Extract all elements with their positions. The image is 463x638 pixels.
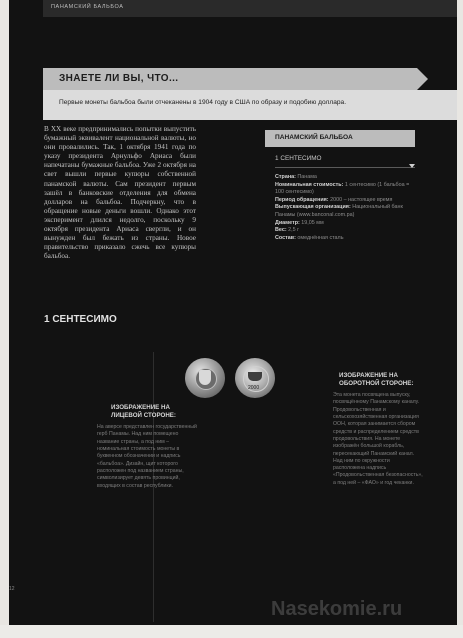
did-you-know-box — [43, 68, 457, 120]
field-value: Национальный банк Панамы (www.banconal.com.pa) — [275, 204, 403, 218]
main-article-text: В XX веке предпринимались попытки выпустить бумажный эквивалент национальной валюты, но они провалились. Так, 1 октября 1941 года по указу президента Арнульфо Ариаса были напечатаны бумажные бальбоа. Уже 2 октября на свет вышли первые купюры собственной панамской валюты. Сам президент первым зашёл в банковские отделения для обмена долларов на бальбоа. Подчеркну, что в обращение новые деньги вошли. Однако этот эксперимент длился недолго, поскольку 9 октября президента Ариаса свергли, и он вынужден был бежать из страны. Новое правительство приказало сжечь все купюры бальбоа. — [44, 125, 196, 261]
sidebar-subtitle: 1 СЕНТЕСИМО — [275, 155, 322, 162]
coin-reverse-image — [235, 358, 275, 398]
section-header-band — [43, 0, 457, 17]
sidebar-title-bar — [265, 130, 415, 147]
field-value: 2,5 г — [288, 227, 300, 234]
did-you-know-arrow — [417, 68, 428, 90]
coin-year: 2000 — [248, 385, 260, 391]
field-label: Номинальная стоимость: — [275, 181, 344, 188]
site-watermark: Nasekomie.ru — [271, 598, 403, 620]
sidebar-field — [275, 204, 415, 219]
sidebar-field — [275, 227, 415, 235]
field-value: Панама — [297, 174, 317, 180]
section-header-label: ПАНАМСКИЙ БАЛЬБОА — [51, 4, 124, 10]
did-you-know-title: ЗНАЕТЕ ЛИ ВЫ, ЧТО... — [59, 73, 179, 84]
did-you-know-text: Первые монеты бальбоа были отчеканены в 1904 году в США по образу и подобию доллара. — [59, 99, 347, 106]
ship-icon — [248, 372, 262, 381]
sidebar-field-list — [275, 174, 415, 242]
reverse-text: Эта монета посвящена выпуску, посвящённому Панамскому каналу. Продовольственная и сельскохозяйственная организация ООН, которая занимается сбором средств и распределением средств продовольствия. На монете изображён большой корабль, пересекающий Панамский канал. Над ним по окружности расположена надпись «Продовольственная безопасность», а под ней – «ФАО» и год чеканки. — [333, 392, 423, 486]
field-value: 1 сентесимо (1 бальбоа = 100 сентесимо) — [275, 181, 410, 196]
obverse-description — [97, 404, 197, 490]
field-label: Вес: — [275, 227, 287, 234]
sidebar-field — [275, 220, 415, 228]
sidebar-field — [275, 235, 415, 243]
did-you-know-title-bar — [43, 68, 417, 90]
scan-margin — [0, 625, 463, 638]
field-label: Диаметр: — [275, 219, 300, 226]
coin-obverse-image — [185, 358, 225, 398]
coat-of-arms-icon — [199, 370, 211, 385]
document-page — [9, 0, 457, 638]
field-label: Состав: — [275, 234, 296, 241]
sidebar-divider — [275, 167, 415, 168]
sidebar-title: ПАНАМСКИЙ БАЛЬБОА — [275, 134, 353, 141]
field-label: Период обращения: — [275, 196, 329, 203]
field-label: Выпускающая организация: — [275, 204, 351, 211]
sidebar-field — [275, 174, 415, 182]
coins-section-title: 1 СЕНТЕСИМО — [44, 314, 117, 325]
obverse-text: На аверсе представлен государственный герб Панамы. Над ним помещено название страны, а под ним – номинальная стоимость монеты в буквенном обозначении и надпись «бальбоа». Дизайн, щит которого расположен под названием страны, символизирует девять провинций, входящих в состав республики. — [97, 424, 197, 489]
did-you-know-body — [43, 90, 457, 120]
fact-sidebar — [265, 130, 415, 242]
sidebar-field — [275, 182, 415, 197]
field-value: 19,05 мм — [301, 219, 324, 226]
field-label: Страна: — [275, 174, 296, 180]
page-number: 12 — [9, 586, 15, 592]
reverse-description — [333, 372, 423, 487]
field-value: 2000 – настоящее время — [330, 196, 393, 203]
reverse-heading: ИЗОБРАЖЕНИЕ НА ОБОРОТНОЙ СТОРОНЕ: — [339, 372, 414, 387]
obverse-heading: ИЗОБРАЖЕНИЕ НА ЛИЦЕВОЙ СТОРОНЕ: — [111, 404, 176, 419]
field-value: омеднённая сталь — [297, 234, 344, 241]
sidebar-triangle-icon — [409, 164, 415, 168]
